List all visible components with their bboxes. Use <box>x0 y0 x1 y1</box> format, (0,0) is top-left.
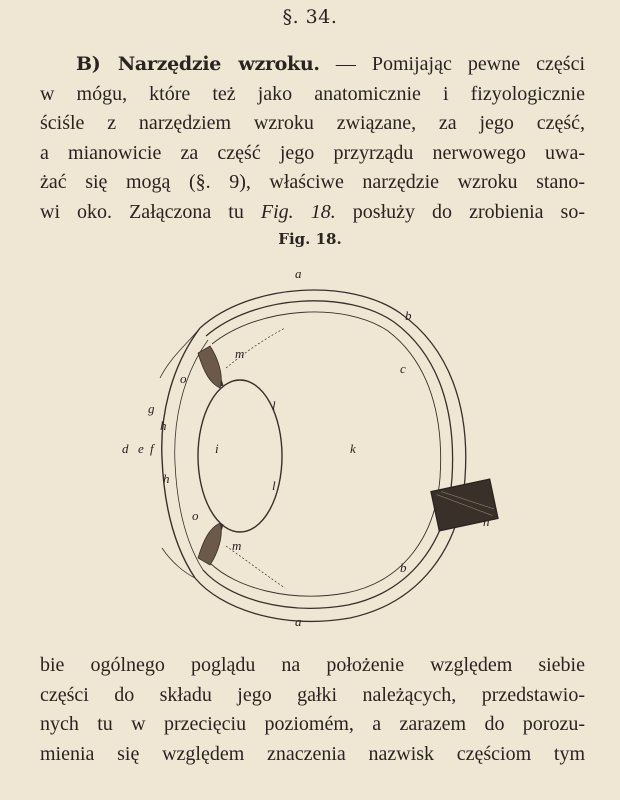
section-number: §. 34. <box>282 6 338 28</box>
conjunctiva-bottom <box>162 548 195 578</box>
label-n: n <box>483 514 490 529</box>
label-g: g <box>148 401 155 416</box>
label-a-top: a <box>295 266 302 281</box>
figure-caption: Fig. 18. <box>278 230 342 248</box>
text-line-5: żać się mogą (§. 9), właściwe narzędzie wzroku stano- <box>40 171 585 193</box>
label-d: d <box>122 441 129 456</box>
label-h-bottom: h <box>163 471 170 486</box>
ciliary-top <box>198 346 221 388</box>
label-m-top: m <box>235 346 245 361</box>
lens <box>198 380 282 532</box>
text-line-1 <box>40 50 585 80</box>
label-b-top: b <box>405 308 412 323</box>
bottom-paragraph <box>40 651 585 769</box>
label-e: e <box>138 441 144 456</box>
ciliary-bottom <box>198 523 221 565</box>
label-o-top: o <box>180 371 187 386</box>
choroid <box>210 312 441 596</box>
figure-reference: Fig. 18. <box>260 200 336 223</box>
label-m-bottom: m <box>232 538 242 553</box>
text-line-6-start: wi oko. Załączona tu <box>40 200 244 223</box>
label-l-top: l <box>272 398 276 413</box>
text-line-4: a mianowicie za część jego przyrządu nerwowego uwa- <box>40 141 585 164</box>
eye-cross-section-diagram <box>100 258 520 638</box>
label-b-bottom: b <box>400 560 407 575</box>
label-f: f <box>150 441 154 456</box>
label-l-bottom: l <box>272 478 276 493</box>
text-line-10: mienia się względem znaczenia nazwisk częściom tym <box>40 742 585 765</box>
top-paragraph <box>40 50 585 227</box>
text-line-6 <box>40 198 585 228</box>
text-line-1-rest: — Pomijając pewne części <box>335 53 586 75</box>
sclera-outer <box>195 290 466 621</box>
label-k: k <box>350 441 356 456</box>
label-i: i <box>215 441 219 456</box>
text-line-7: bie ogólnego poglądu na położenie względem siebie <box>40 654 585 676</box>
text-line-6-end: posłuży do zrobienia so- <box>352 200 585 223</box>
text-line-2: w mógu, które też jako anatomicznie i fizyologicznie <box>40 82 585 105</box>
text-line-9: nych tu w przecięciu poziomém, a zarazem do porozu- <box>40 713 585 735</box>
section-heading: B) Narzędzie wzroku. <box>76 53 320 75</box>
text-line-3: ściśle z narzędziem wzroku związane, za jego część, <box>40 112 585 134</box>
text-line-8: części do składu jego gałki należących, przedstawio- <box>40 683 585 706</box>
label-c: c <box>400 361 406 376</box>
label-o-bottom: o <box>192 508 199 523</box>
label-h-top: h <box>160 418 167 433</box>
label-a-bottom: a <box>295 614 302 629</box>
